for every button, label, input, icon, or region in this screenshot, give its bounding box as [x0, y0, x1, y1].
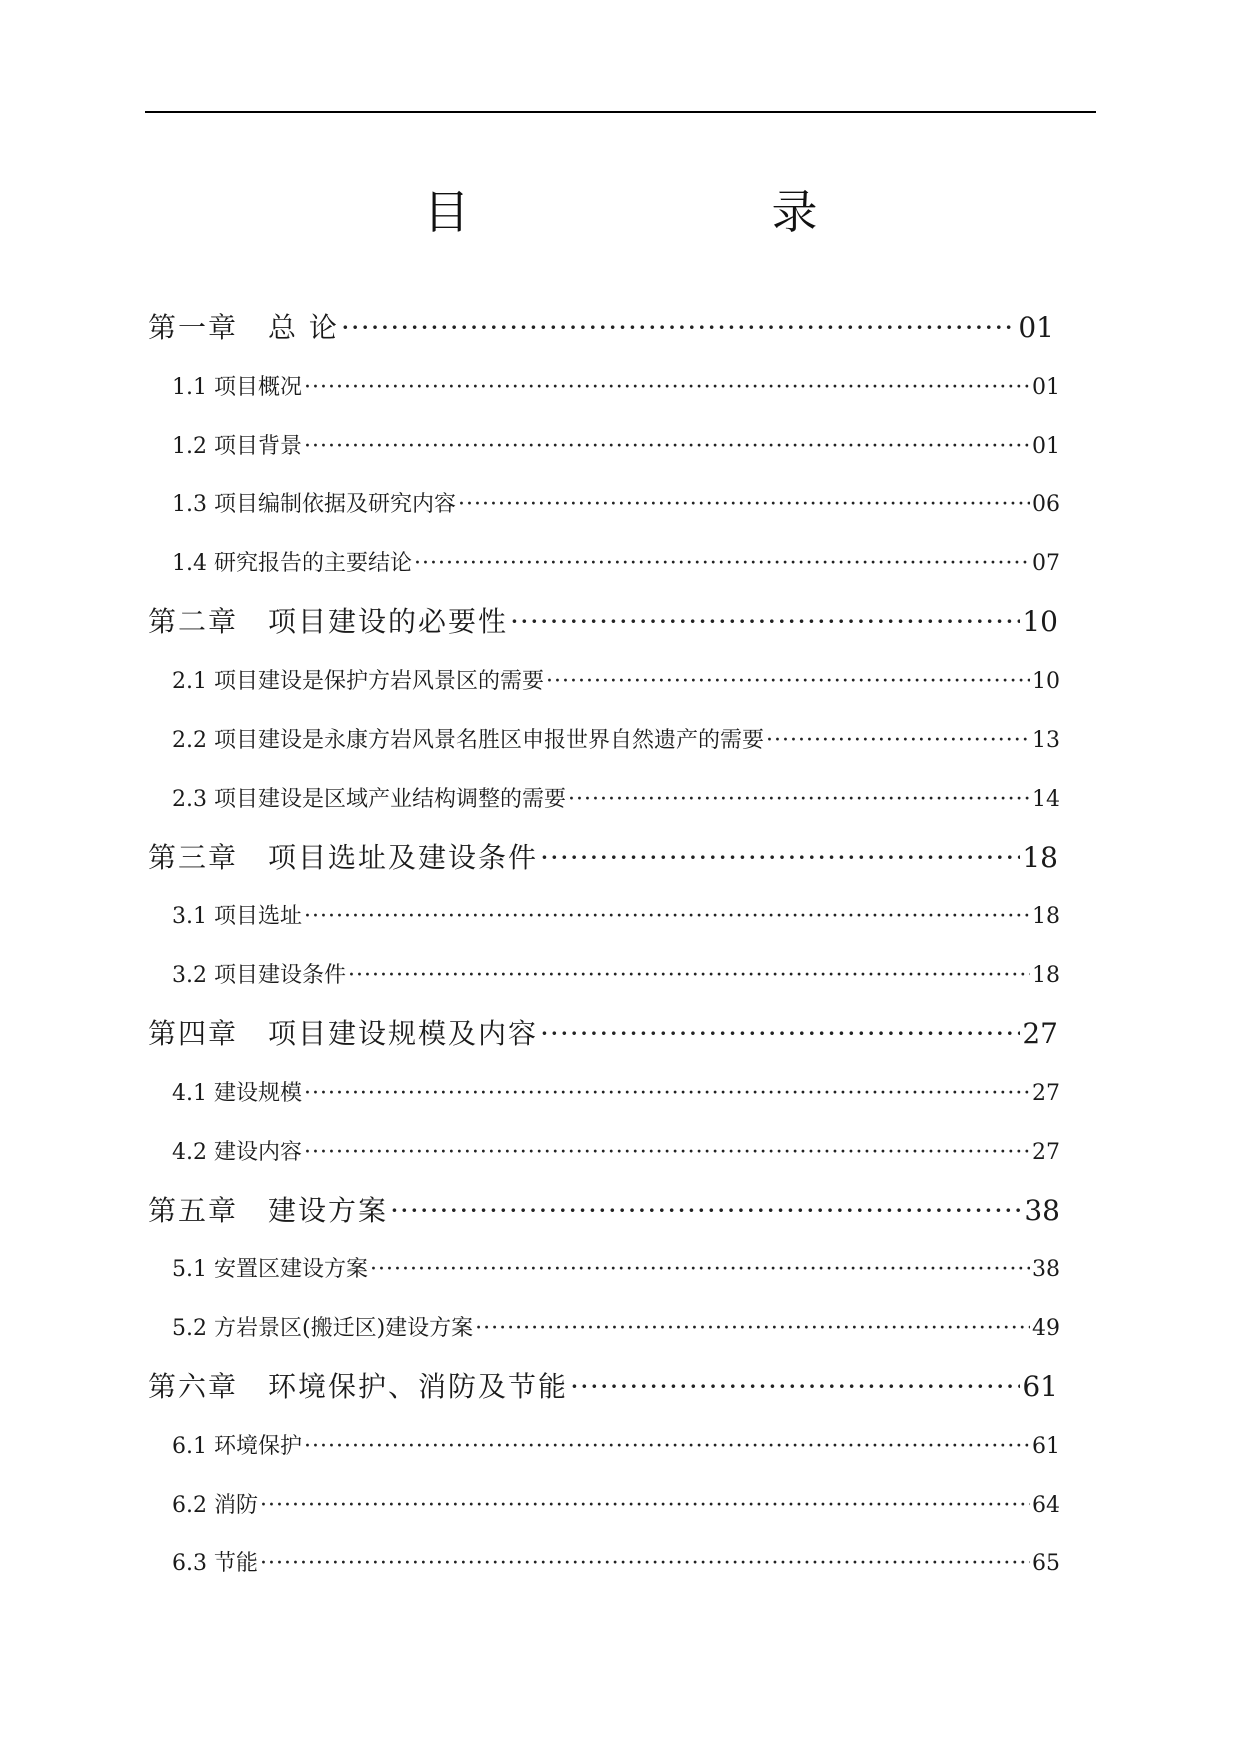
dot-leader [304, 1432, 1030, 1462]
toc-entry-section[interactable] [172, 1314, 1060, 1344]
toc-entry-section[interactable] [172, 1491, 1060, 1521]
toc-entry-label: 6.3 节能 [172, 1551, 258, 1576]
toc-entry-page: 38 [1024, 1194, 1060, 1227]
toc-entry-label: 2.1 项目建设是保护方岩风景区的需要 [172, 669, 544, 694]
dot-leader [260, 1549, 1030, 1579]
toc-entry-chapter[interactable] [148, 1193, 1060, 1229]
toc-entry-section[interactable] [172, 373, 1060, 403]
toc-entry-section[interactable] [172, 961, 1060, 991]
dot-leader [304, 1079, 1030, 1109]
toc-entry-label: 6.2 消防 [172, 1493, 258, 1518]
toc-entry-page: 61 [1032, 1434, 1060, 1459]
dot-leader [304, 373, 1030, 403]
toc-entry-page: 18 [1032, 963, 1060, 988]
toc-entry-page: 61 [1022, 1370, 1058, 1403]
toc-entry-label: 3.1 项目选址 [172, 904, 302, 929]
toc-entry-page: 10 [1032, 669, 1060, 694]
toc-entry-section[interactable] [172, 1432, 1060, 1462]
dot-leader [458, 490, 1030, 520]
toc-entry-page: 10 [1022, 605, 1058, 638]
toc-entry-chapter[interactable] [148, 840, 1058, 876]
toc-entry-label: 3.2 项目建设条件 [172, 963, 346, 988]
dot-leader [766, 726, 1030, 756]
toc-entry-label: 1.1 项目概况 [172, 375, 302, 400]
toc-entry-page: 01 [1018, 311, 1054, 344]
toc-entry-page: 38 [1032, 1257, 1060, 1282]
toc-entry-page: 27 [1032, 1140, 1060, 1165]
toc-entry-label: 2.2 项目建设是永康方岩风景名胜区申报世界自然遗产的需要 [172, 728, 764, 753]
toc-entry-page: 27 [1032, 1081, 1060, 1106]
header-rule [145, 111, 1096, 113]
toc-entry-label: 5.2 方岩景区(搬迁区)建设方案 [172, 1316, 474, 1341]
toc-entry-chapter[interactable] [148, 310, 1054, 346]
toc-entry-label: 1.2 项目背景 [172, 434, 302, 459]
toc-entry-chapter[interactable] [148, 604, 1058, 640]
toc-entry-page: 64 [1032, 1493, 1060, 1518]
toc-entry-page: 49 [1032, 1316, 1060, 1341]
dot-leader [370, 1255, 1030, 1285]
toc-entry-label: 第四章 项目建设规模及内容 [148, 1017, 539, 1050]
toc-entry-chapter[interactable] [148, 1369, 1058, 1405]
toc-entry-section[interactable] [172, 902, 1060, 932]
toc-entry-section[interactable] [172, 432, 1060, 462]
toc-entry-label: 6.1 环境保护 [172, 1434, 302, 1459]
toc-entry-label: 2.3 项目建设是区域产业结构调整的需要 [172, 787, 566, 812]
toc-entry-section[interactable] [172, 785, 1060, 815]
toc-entry-label: 5.1 安置区建设方案 [172, 1257, 368, 1282]
toc-entry-page: 14 [1032, 787, 1060, 812]
dot-leader [510, 604, 1020, 640]
toc-entry-page: 06 [1032, 492, 1060, 517]
toc-entry-label: 1.3 项目编制依据及研究内容 [172, 492, 456, 517]
toc-entry-label: 第三章 项目选址及建设条件 [148, 841, 539, 874]
toc-entry-section[interactable] [172, 1138, 1060, 1168]
toc-entry-section[interactable] [172, 1549, 1060, 1579]
dot-leader [304, 432, 1030, 462]
dot-leader [546, 667, 1030, 697]
toc-entry-section[interactable] [172, 490, 1060, 520]
toc-entry-section[interactable] [172, 726, 1060, 756]
toc-entry-page: 01 [1032, 375, 1060, 400]
toc-entry-page: 07 [1032, 551, 1060, 576]
dot-leader [414, 549, 1030, 579]
dot-leader [341, 310, 1016, 346]
dot-leader [260, 1491, 1030, 1521]
toc-entry-page: 65 [1032, 1551, 1060, 1576]
dot-leader [348, 961, 1030, 991]
dot-leader [568, 785, 1030, 815]
dot-leader [570, 1369, 1020, 1405]
toc-entry-label: 第二章 项目建设的必要性 [148, 605, 509, 638]
dot-leader [540, 1016, 1020, 1052]
toc-entry-section[interactable] [172, 1255, 1060, 1285]
toc-entry-label: 4.1 建设规模 [172, 1081, 302, 1106]
toc-entry-page: 18 [1022, 841, 1058, 874]
toc-entry-label: 4.2 建设内容 [172, 1140, 302, 1165]
toc-entry-section[interactable] [172, 1079, 1060, 1109]
toc-entry-page: 13 [1032, 728, 1060, 753]
toc-entry-label: 1.4 研究报告的主要结论 [172, 551, 412, 576]
toc-entry-label: 第五章 建设方案 [148, 1194, 389, 1227]
toc-entry-label: 第一章 总 论 [148, 311, 339, 344]
toc-entry-chapter[interactable] [148, 1016, 1058, 1052]
toc-entry-page: 01 [1032, 434, 1060, 459]
toc-entry-page: 27 [1022, 1017, 1058, 1050]
dot-leader [390, 1193, 1022, 1229]
toc-entry-page: 18 [1032, 904, 1060, 929]
dot-leader [540, 840, 1020, 876]
page-title: 目 录 [423, 185, 888, 239]
dot-leader [475, 1314, 1030, 1344]
toc-entry-section[interactable] [172, 667, 1060, 697]
dot-leader [304, 1138, 1030, 1168]
dot-leader [304, 902, 1030, 932]
toc-entry-section[interactable] [172, 549, 1060, 579]
toc-entry-label: 第六章 环境保护、消防及节能 [148, 1370, 569, 1403]
